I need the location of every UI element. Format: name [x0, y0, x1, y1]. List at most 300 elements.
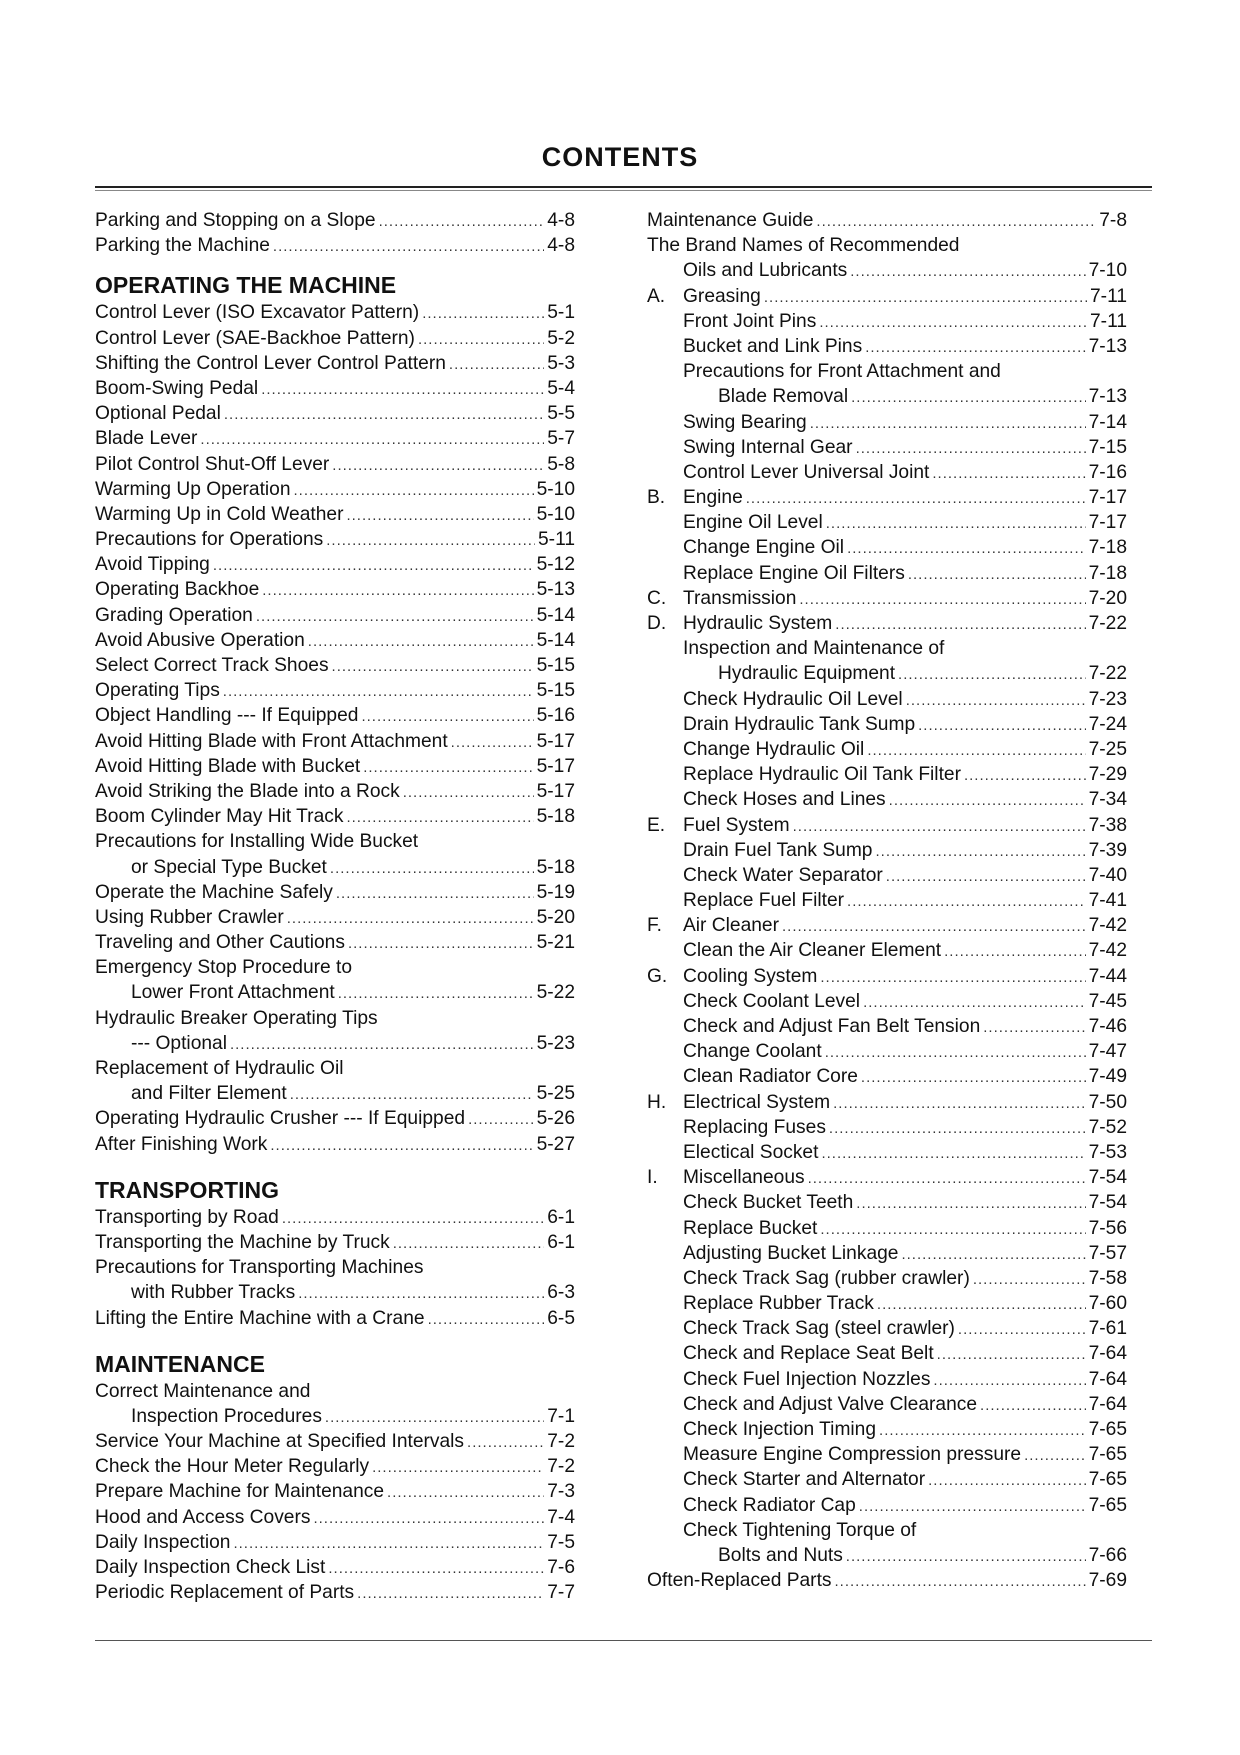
toc-entry-page: 5-17	[536, 780, 575, 802]
toc-entry	[647, 888, 1127, 913]
toc-entry	[647, 1568, 1127, 1593]
toc-entry-label: Replace Rubber Track	[683, 1293, 874, 1315]
toc-entry-label: Adjusting Bucket Linkage	[683, 1242, 899, 1264]
toc-leader-dots	[889, 788, 1086, 813]
toc-entry	[95, 1505, 575, 1530]
toc-leader-dots	[820, 1217, 1085, 1242]
toc-entry-page: 5-8	[547, 453, 575, 475]
toc-leader-dots	[200, 427, 544, 452]
toc-entry-page: 7-1	[547, 1405, 575, 1427]
toc-leader-dots	[826, 511, 1086, 536]
toc-entry-page: 7-40	[1088, 864, 1127, 886]
toc-entry-label: Optional Pedal	[95, 403, 221, 425]
toc-entry	[647, 687, 1127, 712]
toc-leader-dots	[449, 352, 544, 377]
toc-entry-label: Check and Adjust Valve Clearance	[683, 1393, 978, 1415]
toc-entry	[95, 208, 575, 233]
toc-entry-page: 7-11	[1090, 285, 1127, 307]
toc-entry-page: 5-27	[536, 1133, 575, 1155]
toc-leader-dots	[835, 612, 1085, 637]
toc-entry	[95, 980, 575, 1005]
toc-entry-page: 5-13	[536, 579, 575, 601]
toc-leader-dots	[782, 914, 1086, 939]
transporting-list	[95, 1205, 575, 1331]
toc-entry-page: 7-22	[1088, 613, 1127, 634]
toc-entry	[647, 561, 1127, 586]
toc-entry	[647, 208, 1127, 233]
toc-leader-dots	[933, 1368, 1085, 1393]
toc-entry-page: 5-1	[547, 302, 575, 324]
toc-entry-label: Hydraulic System	[683, 613, 833, 634]
toc-leader-dots	[336, 881, 534, 906]
toc-entry	[647, 762, 1127, 787]
toc-entry	[95, 1031, 575, 1056]
toc-entry	[647, 1216, 1127, 1241]
toc-entry-line: Precautions for Installing Wide Bucket	[95, 831, 419, 853]
toc-entry	[647, 1064, 1127, 1089]
toc-entry	[95, 326, 575, 351]
toc-entry-page: 7-49	[1088, 1066, 1127, 1088]
toc-entry-label: Operating Backhoe	[95, 579, 260, 601]
toc-entry	[647, 435, 1127, 460]
toc-entry	[647, 1316, 1127, 1341]
toc-entry-page: 7-15	[1088, 436, 1127, 458]
toc-entry	[95, 930, 575, 955]
toc-entry-label: Check Water Separator	[683, 864, 883, 886]
toc-entry-page: 5-14	[536, 629, 575, 651]
toc-entry-label: Daily Inspection Check List	[95, 1557, 326, 1578]
toc-entry-page: 5-10	[536, 478, 575, 500]
toc-entry	[647, 712, 1127, 737]
toc-entry-page: 7-69	[1088, 1570, 1127, 1592]
toc-leader-dots	[958, 1317, 1086, 1342]
toc-entry	[95, 376, 575, 401]
toc-entry-label: Replace Fuel Filter	[683, 890, 845, 912]
left-column	[95, 208, 575, 1605]
toc-leader-dots	[363, 755, 533, 780]
toc-entry	[95, 628, 575, 653]
toc-entry-label: Bucket and Link Pins	[683, 335, 863, 357]
toc-entry-label: Change Coolant	[683, 1041, 822, 1063]
toc-entry-label: Fuel System	[683, 814, 790, 836]
toc-leader-dots	[825, 1040, 1086, 1065]
toc-entry-label: Hood and Access Covers	[95, 1506, 311, 1528]
toc-entry-page: 5-17	[536, 730, 575, 752]
toc-entry-label: Check Hydraulic Oil Level	[683, 688, 903, 710]
toc-leader-dots	[428, 1307, 545, 1332]
toc-entry-page: 7-57	[1088, 1242, 1127, 1264]
toc-entry-label: Check Track Sag (steel crawler)	[683, 1318, 955, 1340]
toc-leader-dots	[901, 1242, 1085, 1267]
toc-entry-page: 6-1	[547, 1231, 575, 1253]
toc-entry-page: 7-53	[1088, 1141, 1127, 1163]
toc-entry	[647, 485, 1127, 510]
toc-entry-page: 4-8	[547, 235, 575, 257]
toc-entry-page: 7-13	[1088, 386, 1127, 408]
toc-leader-dots	[808, 1166, 1086, 1191]
toc-entry	[95, 401, 575, 426]
title-rule-thin	[95, 190, 1152, 191]
toc-entry-page: 7-65	[1088, 1494, 1127, 1516]
toc-entry-label: Object Handling --- If Equipped	[95, 705, 359, 727]
toc-entry	[647, 1140, 1127, 1165]
toc-entry	[647, 813, 1127, 838]
toc-entry-page: 7-65	[1088, 1419, 1127, 1440]
toc-entry-label: Check the Hour Meter Regularly	[95, 1456, 370, 1478]
toc-entry	[647, 964, 1127, 989]
toc-entry	[95, 653, 575, 678]
section-heading-maintenance: MAINTENANCE	[95, 1350, 265, 1377]
toc-entry-page: 5-16	[536, 705, 575, 727]
toc-entry	[95, 300, 575, 325]
toc-entry-label: Avoid Tipping	[95, 554, 210, 576]
toc-leader-dots	[403, 780, 534, 805]
toc-leader-dots	[261, 377, 544, 402]
toc-entry	[95, 1404, 575, 1429]
toc-entry	[95, 1429, 575, 1454]
toc-section-letter: F.	[647, 915, 662, 937]
toc-entry	[647, 384, 1127, 409]
toc-entry-label: Transmission	[683, 587, 797, 609]
toc-section-letter: I.	[647, 1167, 658, 1189]
toc-entry-page: 5-5	[547, 403, 575, 425]
toc-entry-label: Swing Bearing	[683, 411, 807, 433]
toc-entry-page: 5-7	[547, 428, 575, 450]
toc-entry-line: Precautions for Transporting Machines	[95, 1257, 424, 1279]
toc-leader-dots	[418, 327, 544, 352]
toc-entry-label: Often-Replaced Parts	[647, 1570, 832, 1592]
toc-entry-page: 7-10	[1088, 260, 1127, 282]
toc-entry-page: 7-5	[547, 1531, 575, 1553]
toc-entry-page: 5-20	[536, 906, 575, 928]
toc-leader-dots	[357, 1581, 544, 1606]
toc-entry-page: 5-15	[536, 655, 575, 676]
toc-entry-label: Avoid Hitting Blade with Bucket	[95, 755, 361, 777]
toc-entry-label: Drain Fuel Tank Sump	[683, 839, 873, 861]
toc-entry	[95, 527, 575, 552]
toc-entry-page: 7-58	[1088, 1267, 1127, 1289]
toc-entry-page: 7-6	[547, 1557, 575, 1578]
toc-entry-page: 5-15	[536, 680, 575, 702]
toc-entry-label: Front Joint Pins	[683, 310, 817, 332]
toc-entry-page: 7-42	[1088, 940, 1127, 962]
toc-entry-label: Boom-Swing Pedal	[95, 377, 259, 399]
toc-entry-label: Measure Engine Compression pressure	[683, 1444, 1022, 1466]
toc-leader-dots	[294, 478, 534, 503]
toc-entry	[95, 426, 575, 451]
toc-leader-dots	[332, 654, 534, 679]
toc-leader-dots	[819, 310, 1087, 335]
toc-entry-label: Warming Up Operation	[95, 478, 291, 500]
toc-entry-page: 7-54	[1088, 1167, 1127, 1189]
toc-leader-dots	[230, 1032, 534, 1057]
toc-entry-label: Parking the Machine	[95, 235, 270, 257]
toc-entry	[95, 1081, 575, 1106]
toc-leader-dots	[833, 1091, 1085, 1116]
toc-entry	[647, 1341, 1127, 1366]
toc-entry-page: 5-26	[536, 1108, 575, 1130]
toc-entry-label: Check Hoses and Lines	[683, 789, 886, 811]
toc-leader-dots	[973, 1267, 1086, 1292]
toc-entry-line: Emergency Stop Procedure to	[95, 957, 353, 979]
toc-entry	[95, 452, 575, 477]
toc-entry	[95, 351, 575, 376]
toc-entry	[647, 1543, 1127, 1568]
toc-entry-label: Lifting the Entire Machine with a Crane	[95, 1307, 425, 1329]
toc-entry-page: 7-24	[1088, 713, 1127, 735]
toc-entry-line: Precautions for Front Attachment and	[683, 361, 1001, 383]
toc-entry-label: Boom Cylinder May Hit Track	[95, 806, 344, 828]
toc-entry-page: 5-23	[536, 1032, 575, 1054]
toc-entry	[647, 535, 1127, 560]
toc-entry-label: Transporting the Machine by Truck	[95, 1231, 390, 1253]
toc-leader-dots	[233, 1531, 544, 1556]
toc-entry-label: Change Engine Oil	[683, 537, 845, 559]
toc-leader-dots	[937, 1342, 1086, 1367]
toc-entry-label: Precautions for Operations	[95, 529, 324, 551]
toc-leader-dots	[810, 411, 1086, 436]
toc-leader-dots	[964, 763, 1086, 788]
toc-entry-label: Shifting the Control Lever Control Pattern	[95, 352, 446, 374]
toc-leader-dots	[877, 1292, 1086, 1317]
toc-entry	[95, 1530, 575, 1555]
toc-entry	[95, 1306, 575, 1331]
toc-entry-page: 7-65	[1088, 1444, 1127, 1466]
toc-entry-label: Drain Hydraulic Tank Sump	[683, 713, 916, 735]
toc-entry-label: Pilot Control Shut-Off Lever	[95, 453, 330, 475]
toc-leader-dots	[821, 1141, 1085, 1166]
toc-entry	[647, 1442, 1127, 1467]
toc-entry	[647, 309, 1127, 334]
toc-entry-page: 7-42	[1088, 915, 1127, 937]
toc-entry-line: Inspection and Maintenance of	[683, 638, 945, 660]
toc-entry	[647, 1266, 1127, 1291]
toc-entry	[95, 754, 575, 779]
toc-entry-page: 6-3	[547, 1282, 575, 1304]
toc-entry-page: 7-17	[1088, 487, 1127, 509]
toc-entry	[647, 1367, 1127, 1392]
toc-entry-label: Lower Front Attachment	[131, 982, 335, 1004]
toc-entry-page: 7-25	[1088, 738, 1127, 760]
toc-leader-dots	[223, 679, 534, 704]
toc-leader-dots	[270, 1133, 533, 1158]
toc-entry-page: 7-45	[1088, 990, 1127, 1012]
toc-section-letter: E.	[647, 814, 666, 836]
toc-entry	[95, 703, 575, 728]
toc-entry	[647, 1115, 1127, 1140]
toc-entry-page: 7-64	[1088, 1393, 1127, 1415]
section-heading-operating: OPERATING THE MACHINE	[95, 272, 397, 299]
toc-leader-dots	[875, 839, 1085, 864]
toc-entry-page: 5-22	[536, 982, 575, 1004]
toc-section-letter: B.	[647, 487, 666, 509]
toc-entry-label: Greasing	[683, 285, 761, 307]
toc-entry-label: Maintenance Guide	[647, 210, 814, 231]
toc-leader-dots	[918, 713, 1085, 738]
toc-section-letter: A.	[647, 285, 666, 307]
toc-leader-dots	[850, 259, 1085, 284]
toc-entry-page: 7-64	[1088, 1368, 1127, 1390]
toc-leader-dots	[224, 402, 544, 427]
toc-leader-dots	[980, 1393, 1086, 1418]
toc-entry	[647, 611, 1127, 636]
toc-entry	[647, 989, 1127, 1014]
right-column	[647, 208, 1127, 1593]
toc-leader-dots	[856, 1191, 1085, 1216]
toc-entry-label: Check Track Sag (rubber crawler)	[683, 1267, 970, 1289]
toc-entry-page: 7-47	[1088, 1041, 1127, 1063]
toc-entry-label: Service Your Machine at Specified Intervals	[95, 1431, 465, 1453]
toc-leader-dots	[379, 209, 545, 234]
toc-entry-label: Control Lever (SAE-Backhoe Pattern)	[95, 327, 415, 349]
toc-entry-label: Replace Bucket	[683, 1217, 818, 1239]
toc-leader-dots	[816, 209, 1096, 234]
toc-leader-dots	[298, 1281, 544, 1306]
toc-entry-page: 7-52	[1088, 1116, 1127, 1138]
toc-entry-page: 7-65	[1088, 1469, 1127, 1491]
toc-entry-label: Select Correct Track Shoes	[95, 655, 329, 676]
toc-entry	[95, 1132, 575, 1157]
toc-leader-dots	[835, 1569, 1086, 1594]
toc-entry-page: 5-11	[538, 529, 575, 551]
toc-leader-dots	[287, 906, 534, 931]
toc-leader-dots	[879, 1418, 1086, 1443]
toc-entry	[647, 1467, 1127, 1492]
toc-leader-dots	[348, 931, 534, 956]
toc-leader-dots	[422, 301, 544, 326]
toc-entry	[95, 233, 575, 258]
toc-leader-dots	[313, 1506, 544, 1531]
toc-entry	[647, 838, 1127, 863]
toc-entry-page: 5-10	[536, 503, 575, 525]
toc-entry-label: Operating Tips	[95, 680, 220, 702]
toc-entry-page: 5-18	[536, 806, 575, 828]
toc-leader-dots	[764, 285, 1087, 310]
toc-entry-page: 6-1	[547, 1206, 575, 1228]
toc-entry	[647, 258, 1127, 283]
toc-entry-line: Correct Maintenance and	[95, 1380, 311, 1402]
toc-entry-label: Replace Hydraulic Oil Tank Filter	[683, 764, 961, 786]
toc-entry-page: 7-3	[547, 1481, 575, 1503]
toc-entry	[95, 855, 575, 880]
toc-leader-dots	[906, 688, 1086, 713]
toc-entry-page: 7-18	[1088, 537, 1127, 559]
toc-leader-dots	[282, 1206, 544, 1231]
toc-entry-page: 7-7	[547, 1582, 575, 1604]
toc-entry	[647, 1039, 1127, 1064]
toc-leader-dots	[932, 461, 1085, 486]
toc-entry-page: 7-64	[1088, 1343, 1127, 1365]
toc-entry	[647, 661, 1127, 686]
toc-leader-dots	[213, 553, 534, 578]
toc-entry	[95, 552, 575, 577]
toc-entry-label: Cooling System	[683, 965, 818, 987]
toc-entry-label: Grading Operation	[95, 604, 253, 626]
toc-entry-page: 7-46	[1088, 1016, 1127, 1037]
toc-entry-label: Check Radiator Cap	[683, 1494, 856, 1516]
toc-entry-label: Avoid Striking the Blade into a Rock	[95, 780, 400, 802]
toc-entry	[647, 1417, 1127, 1442]
toc-entry-label: Clean Radiator Core	[683, 1066, 858, 1088]
title-rule	[95, 186, 1152, 188]
toc-entry	[95, 1205, 575, 1230]
toc-section-letter: G.	[647, 965, 668, 987]
toc-entry-label: Check and Replace Seat Belt	[683, 1343, 934, 1365]
toc-entry-label: Check Bucket Teeth	[683, 1192, 854, 1214]
toc-leader-dots	[863, 990, 1086, 1015]
toc-entry	[647, 460, 1127, 485]
toc-entry-line: Hydraulic Breaker Operating Tips	[95, 1007, 378, 1029]
toc-leader-dots	[346, 805, 533, 830]
toc-leader-dots	[799, 587, 1085, 612]
toc-leader-dots	[393, 1231, 545, 1256]
toc-entry-label: with Rubber Tracks	[131, 1282, 296, 1304]
toc-entry	[95, 603, 575, 628]
toc-entry-label: Check Fuel Injection Nozzles	[683, 1368, 931, 1390]
toc-entry-label: Clean the Air Cleaner Element	[683, 940, 942, 962]
toc-entry-label: Using Rubber Crawler	[95, 906, 284, 928]
toc-entry	[647, 1291, 1127, 1316]
toc-entry-label: Control Lever Universal Joint	[683, 461, 930, 483]
toc-entry-label: Operating Hydraulic Crusher --- If Equipped	[95, 1108, 466, 1130]
toc-leader-dots	[1024, 1443, 1086, 1468]
toc-entry-page: 5-4	[547, 377, 575, 399]
toc-entry-label: Check and Adjust Fan Belt Tension	[683, 1016, 981, 1037]
toc-entry-page: 5-25	[536, 1083, 575, 1105]
page-title: CONTENTS	[541, 142, 699, 172]
toc-entry	[647, 1493, 1127, 1518]
toc-entry-page: 7-4	[547, 1506, 575, 1528]
toc-entry	[647, 1014, 1127, 1039]
toc-entry-label: Check Coolant Level	[683, 990, 861, 1012]
toc-leader-dots	[867, 738, 1085, 763]
toc-entry-label: Engine	[683, 487, 743, 509]
toc-leader-dots	[861, 1065, 1086, 1090]
toc-entry-label: Bolts and Nuts	[718, 1544, 843, 1566]
toc-leader-dots	[273, 234, 544, 259]
toc-entry-page: 4-8	[547, 210, 575, 231]
toc-leader-dots	[865, 335, 1085, 360]
toc-entry-page: 7-38	[1088, 814, 1127, 836]
toc-leader-dots	[829, 1116, 1086, 1141]
toc-entry-label: or Special Type Bucket	[131, 856, 327, 878]
toc-entry-page: 7-13	[1088, 335, 1127, 357]
toc-entry-page: 7-34	[1088, 789, 1127, 811]
toc-entry	[647, 410, 1127, 435]
toc-leader-dots	[467, 1430, 544, 1455]
toc-leader-dots	[346, 503, 533, 528]
toc-entry	[95, 1479, 575, 1504]
toc-entry-label: Air Cleaner	[683, 915, 779, 937]
toc-entry-page: 7-23	[1088, 688, 1127, 710]
toc-entry-page: 7-14	[1088, 411, 1127, 433]
toc-entry	[95, 1555, 575, 1580]
toc-entry-page: 7-66	[1088, 1544, 1127, 1566]
toc-entry-line: The Brand Names of Recommended	[647, 235, 960, 257]
toc-entry-page: 7-16	[1088, 461, 1127, 483]
toc-entry-page: 7-22	[1088, 663, 1127, 685]
toc-entry-page: 7-2	[547, 1431, 575, 1453]
toc-section-letter: C.	[647, 587, 667, 609]
toc-entry-page: 5-3	[547, 352, 575, 374]
toc-leader-dots	[256, 604, 534, 629]
toc-entry-label: Change Hydraulic Oil	[683, 738, 865, 760]
toc-entry-page: 7-41	[1088, 890, 1127, 912]
toc-entry-label: Control Lever (ISO Excavator Pattern)	[95, 302, 420, 324]
toc-leader-dots	[262, 578, 533, 603]
toc-entry-page: 7-8	[1099, 210, 1127, 231]
toc-entry	[647, 787, 1127, 812]
